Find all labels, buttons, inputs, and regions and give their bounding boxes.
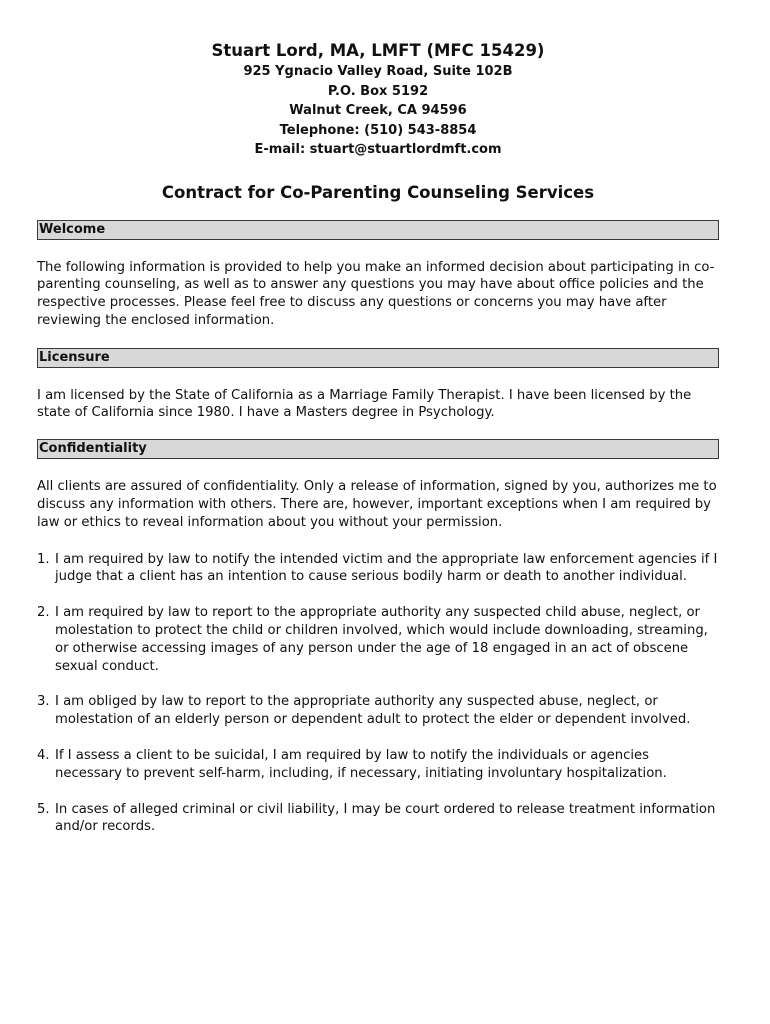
document-title: Contract for Co-Parenting Counseling Services: [161, 182, 595, 202]
email-line: E-mail: stuart@stuartlordmft.com: [254, 142, 502, 157]
therapist-name: Stuart Lord, MA, LMFT (MFC 15429): [211, 41, 545, 60]
list-item: [37, 693, 719, 729]
list-item-text: I am required by law to notify the intended victim and the appropriate law enforcement agencies if I judge that a client has an intention to cause serious bodily harm or death to another individual.: [55, 551, 718, 585]
welcome-paragraph: The following information is provided to help you make an informed decision about participating in co-parenting counseling, as well as to answer any questions you may have about office policies and the respective processes. Please feel free to discuss any questions or concerns you may have after reviewing the enclosed information.: [37, 259, 715, 328]
list-item-text: If I assess a client to be suicidal, I am required by law to notify the individuals or agencies necessary to prevent self-harm, including, if necessary, initiating involuntary hospitalization.: [55, 748, 667, 781]
letterhead: [37, 40, 719, 160]
list-item-number: 1.: [37, 551, 50, 567]
list-item-text: I am obliged by law to report to the appropriate authority any suspected abuse, neglect, or molestation of an elderly person or dependent adult to protect the elder or dependent involved.: [55, 694, 691, 728]
list-item-number: 4.: [37, 748, 50, 764]
list-item-number: 2.: [37, 605, 50, 621]
telephone-line: Telephone: (510) 543-8854: [279, 122, 477, 138]
list-item: [37, 551, 719, 587]
list-item: [37, 801, 719, 837]
list-item: [37, 747, 719, 783]
list-item: [37, 604, 719, 675]
city-line: Walnut Creek, CA 94596: [289, 103, 467, 118]
section-heading-confidentiality: Confidentiality: [37, 439, 719, 459]
list-item-text: I am required by law to report to the appropriate authority any suspected child abuse, neglect, or molestation to protect the child or children involved, which would include downloading, streaming, or otherwise accessing images of any person under the age of 18 engaged in an act of obscene sexual conduct.: [55, 605, 708, 674]
address-line-1: 925 Ygnacio Valley Road, Suite 102B: [243, 64, 513, 79]
document-page: [37, 40, 719, 854]
licensure-paragraph: I am licensed by the State of California as a Marriage Family Therapist. I have been licensed by the state of California since 1980. I have a Masters degree in Psychology.: [37, 387, 692, 421]
address-line-2: P.O. Box 5192: [327, 83, 429, 99]
list-item-number: 5.: [37, 801, 50, 817]
confidentiality-paragraph: All clients are assured of confidentiality. Only a release of information, signed by you, authorizes me to discuss any information with others. There are, however, important exceptions when I am required by law or ethics to reveal information about you without your permission.: [37, 479, 717, 530]
confidentiality-exceptions-list: [37, 551, 719, 837]
section-heading-welcome: Welcome: [37, 220, 719, 240]
section-heading-licensure: Licensure: [37, 348, 719, 368]
list-item-number: 3.: [37, 694, 50, 710]
list-item-text: In cases of alleged criminal or civil liability, I may be court ordered to release treatment information and/or records.: [55, 801, 716, 835]
